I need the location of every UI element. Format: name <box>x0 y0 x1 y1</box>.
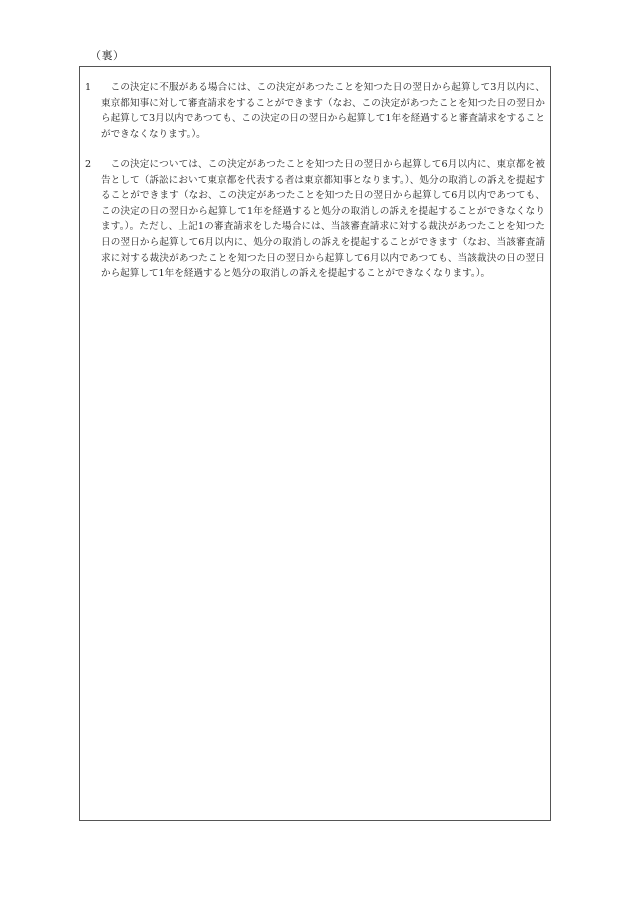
item-text: この決定については、この決定があつたことを知つた日の翌日から起算して6月以内に、東京都を被告として（訴訟において東京都を代表する者は東京都知事となります。）、処分の取消しの訴えを提起することができます（なお、この決定があつたことを知つた日の翌日から起算して6月以内であつても、この決定の日の翌日から起算して1年を経過すると処分の取消しの訴えを提起することができなくなります。）。ただし、上記1の審査請求をした場合には、当該審査請求に対する裁決があつたことを知つた日の翌日から起算して6月以内に、処分の取消しの訴えを提起することができます（なお、当該審査請求に対する裁決があつたことを知つた日の翌日から起算して6月以内であつても、当該裁決の日の翌日から起算して1年を経過すると処分の取消しの訴えを提起することができなくなります。）。 <box>101 159 545 280</box>
item-text: この決定に不服がある場合には、この決定があつたことを知つた日の翌日から起算して3月以内に、東京都知事に対して審査請求をすることができます（なお、この決定があつたことを知つた日の翌日から起算して3月以内であつても、この決定の日の翌日から起算して1年を経過すると審査請求をすることができなくなります。）。 <box>101 82 545 140</box>
notice-box <box>79 66 551 821</box>
page-side-label: （裏） <box>90 49 125 62</box>
notice-item-1 <box>85 80 545 142</box>
item-number: 1 <box>85 82 92 93</box>
item-number: 2 <box>85 159 92 170</box>
notice-item-2 <box>85 157 545 282</box>
